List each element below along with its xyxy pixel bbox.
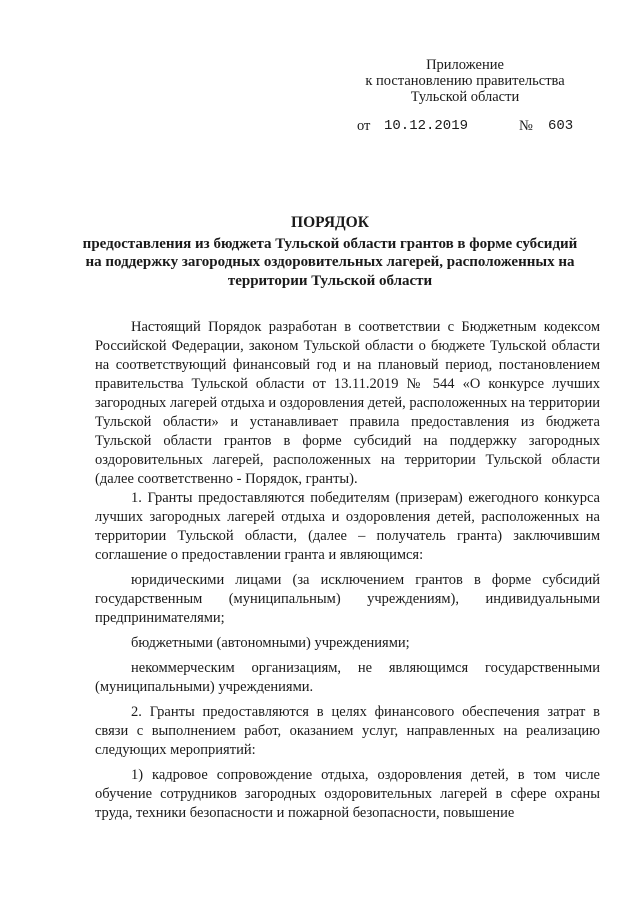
title-line-1: предоставления из бюджета Тульской области грантов в форме субсидий — [82, 235, 578, 252]
document-body — [95, 318, 600, 823]
title-line-2: на поддержку загородных оздоровительных лагерей, расположенных на — [85, 254, 575, 270]
paragraph-2-item-1: 1) кадровое сопровождение отдыха, оздоровления детей, в том числе обучение сотрудников загородных оздоровительных лагерей в сфере охраны труда, техники безопасности и пожарной безопасности, повышение — [95, 767, 600, 821]
paragraph-1: 1. Гранты предоставляются победителям (призерам) ежегодного конкурса лучших загородных лагерей отдыха и оздоровления детей, расположенных на территории Тульской области, (далее – получатель гранта) заключившим соглашение о предоставлении гранта и являющимся: — [95, 490, 600, 563]
paragraph-1-item-a: юридическими лицами (за исключением грантов в форме субсидий государственным (муниципальным) учреждениям), индивидуальными предпринимателями; — [95, 572, 600, 626]
intro-paragraph: Настоящий Порядок разработан в соответствии с Бюджетным кодексом Российской Федерации, законом Тульской области о бюджете Тульской области на соответствующий финансовый год и на плановый период, постановлением правительства Тульской области от 13.11.2019 № 544 «О конкурсе лучших загородных лагерей отдыха и оздоровления детей, расположенных на территории Тульской области» и устанавливает правила предоставления из бюджета Тульской области грантов в форме субсидий на поддержку загородных оздоровительных лагерей, расположенных на территории Тульской области (далее соответственно - Порядок, гранты). — [95, 319, 600, 487]
appendix-block — [340, 57, 590, 105]
decree-date: 10.12.2019 — [384, 118, 469, 134]
date-prefix: от — [357, 118, 371, 134]
decree-number: 603 — [548, 118, 574, 134]
paragraph-1-item-c: некоммерческим организациям, не являющимся государственными (муниципальными) учреждениями. — [95, 660, 600, 695]
title-line-3: территории Тульской области — [227, 272, 433, 289]
appendix-line-3: Тульской области — [410, 89, 520, 105]
document-title — [60, 214, 600, 290]
number-label: № — [519, 118, 533, 134]
title-main: ПОРЯДОК — [291, 214, 369, 231]
appendix-line-1: Приложение — [426, 57, 504, 73]
paragraph-1-item-b: бюджетными (автономными) учреждениями; — [131, 635, 410, 651]
appendix-line-2: к постановлению правительства — [365, 73, 565, 89]
paragraph-2: 2. Гранты предоставляются в целях финансового обеспечения затрат в связи с выполнением работ, оказанием услуг, направленных на реализацию следующих мероприятий: — [95, 704, 600, 758]
